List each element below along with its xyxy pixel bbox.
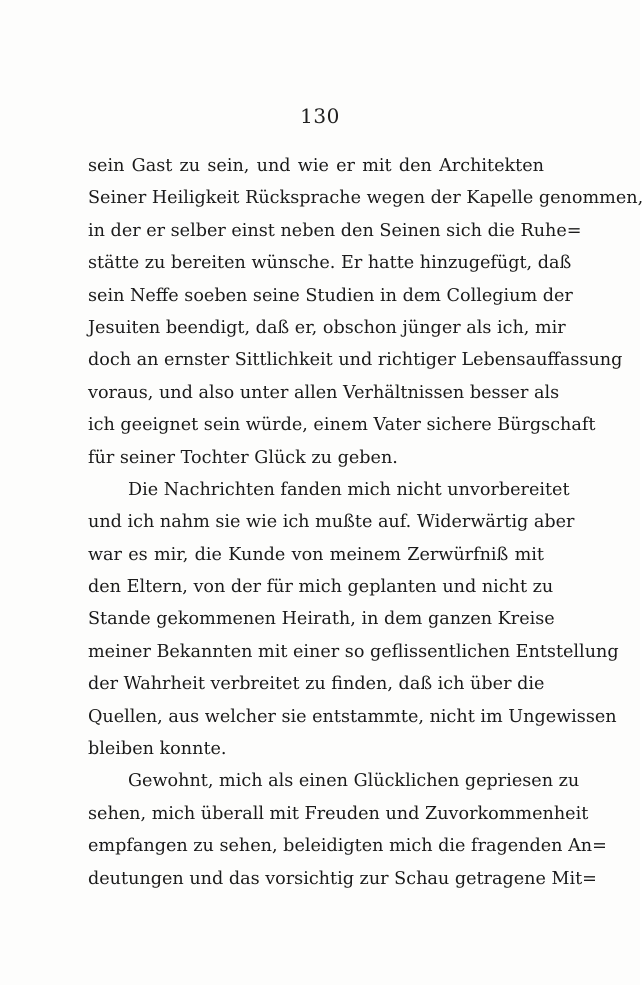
text-line: doch an ernster Sittlichkeit und richtiger Lebensauffassung (88, 350, 623, 371)
text-line: für seiner Tochter Glück zu geben. (88, 447, 398, 468)
text-line: bleiben konnte. (88, 739, 227, 760)
text-line: und ich nahm sie wie ich mußte auf. Widerwärtig aber (88, 512, 575, 533)
text-line: in der er selber einst neben den Seinen sich die Ruhe= (88, 220, 582, 241)
body-text (88, 150, 643, 895)
text-line: Seiner Heiligkeit Rücksprache wegen der Kapelle genommen, (88, 188, 643, 209)
text-line: deutungen und das vorsichtig zur Schau getragene Mit= (88, 868, 597, 889)
text-line: Stande gekommenen Heirath, in dem ganzen Kreise (88, 609, 555, 630)
text-line: sehen, mich überall mit Freuden und Zuvorkommenheit (88, 803, 589, 824)
text-line: ich geeignet sein würde, einem Vater sichere Bürgschaft (88, 415, 596, 436)
text-line: Gewohnt, mich als einen Glücklichen gepriesen zu (128, 771, 580, 792)
text-line: Die Nachrichten fanden mich nicht unvorbereitet (128, 479, 570, 500)
text-line: Jesuiten beendigt, daß er, obschon jünger als ich, mir (88, 317, 566, 338)
text-line: der Wahrheit verbreitet zu finden, daß ich über die (88, 674, 545, 695)
text-line: sein Neffe soeben seine Studien in dem Collegium der (88, 285, 573, 306)
text-line: voraus, und also unter allen Verhältnissen besser als (88, 382, 560, 403)
page-number: 130 (300, 104, 340, 128)
text-line: den Eltern, von der für mich geplanten und nicht zu (88, 577, 554, 598)
text-line: sein Gast zu sein, und wie er mit den Architekten (88, 156, 544, 176)
text-line: meiner Bekannten mit einer so geflissentlichen Entstellung (88, 641, 619, 662)
text-line: Quellen, aus welcher sie entstammte, nicht im Ungewissen (88, 706, 617, 727)
text-line: war es mir, die Kunde von meinem Zerwürfniß mit (88, 544, 544, 565)
text-line: stätte zu bereiten wünsche. Er hatte hinzugefügt, daß (88, 253, 572, 274)
text-line: empfangen zu sehen, beleidigten mich die fragenden An= (88, 836, 607, 857)
